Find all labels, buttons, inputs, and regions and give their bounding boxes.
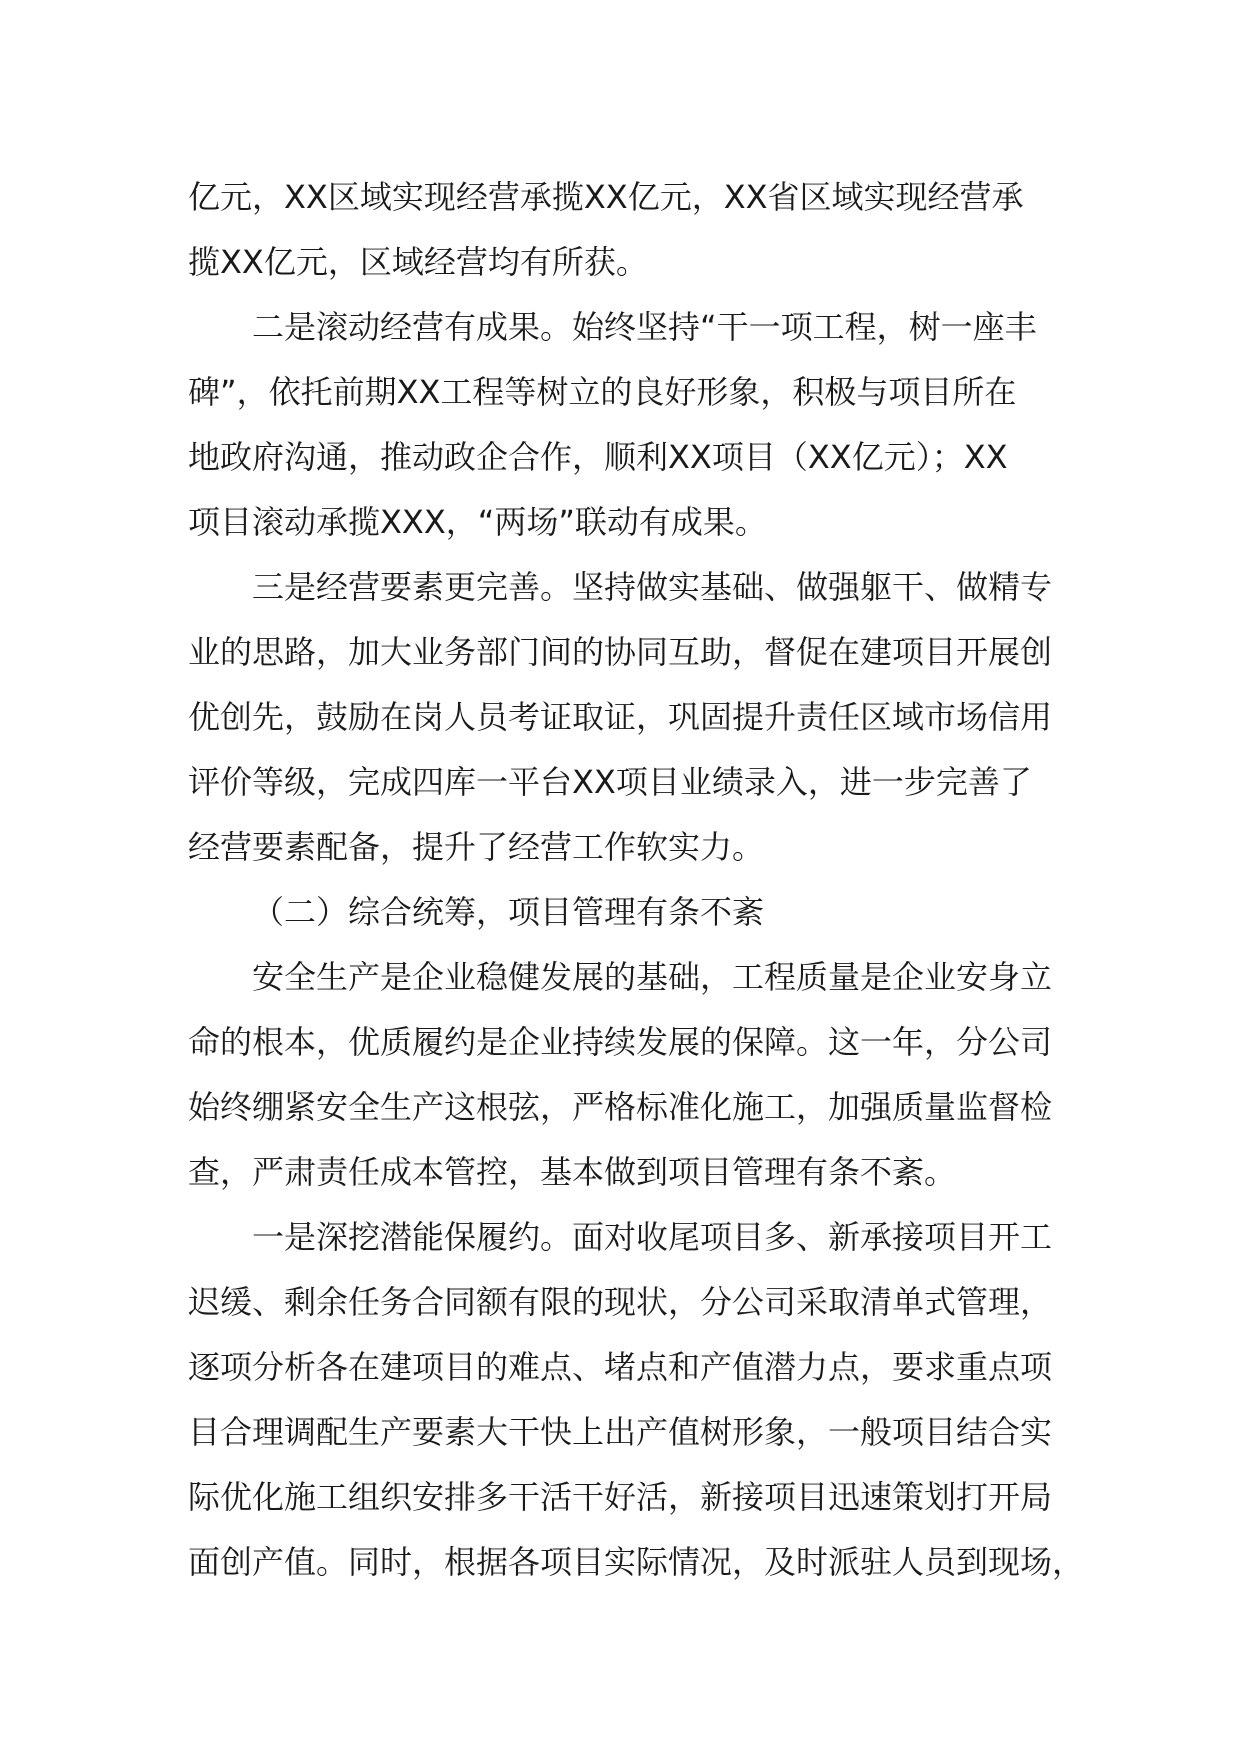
- document-body: [188, 165, 1085, 1595]
- text-line: 面创产值。同时，根据各项目实际情况，及时派驻人员到现场，: [188, 1543, 1085, 1581]
- text-line: 始终绷紧安全生产这根弦，严格标准化施工，加强质量监督检: [188, 1088, 1053, 1126]
- section-heading: （二）综合统筹，项目管理有条不紊: [252, 893, 765, 931]
- text-line: 评价等级，完成四库一平台XX项目业绩录入，进一步完善了: [188, 763, 1032, 801]
- text-line: 经营要素配备，提升了经营工作软实力。: [188, 828, 765, 866]
- text-line: 逐项分析各在建项目的难点、堵点和产值潜力点，要求重点项: [188, 1348, 1053, 1386]
- text-line: 际优化施工组织安排多干活干好活，新接项目迅速策划打开局: [188, 1478, 1053, 1516]
- text-line: 命的根本，优质履约是企业持续发展的保障。这一年，分公司: [188, 1023, 1053, 1061]
- paragraph-start-line: 安全生产是企业稳健发展的基础，工程质量是企业安身立: [252, 958, 1053, 996]
- text-line: 揽XX亿元，区域经营均有所获。: [188, 243, 648, 281]
- text-line: 亿元，XX区域实现经营承揽XX亿元，XX省区域实现经营承: [188, 178, 1024, 216]
- text-line: 地政府沟通，推动政企合作，顺利XX项目（XX亿元）；XX: [188, 438, 1008, 476]
- text-line: 查，严肃责任成本管控，基本做到项目管理有条不紊。: [188, 1153, 957, 1191]
- text-line: 迟缓、剩余任务合同额有限的现状，分公司采取清单式管理，: [188, 1283, 1053, 1321]
- text-line: 碑”，依托前期XX工程等树立的良好形象，积极与项目所在: [188, 373, 1017, 411]
- text-line: 项目滚动承揽XXX，“两场”联动有成果。: [188, 503, 767, 541]
- text-line: 目合理调配生产要素大干快上出产值树形象，一般项目结合实: [188, 1413, 1053, 1451]
- text-line: 业的思路，加大业务部门间的协同互助，督促在建项目开展创: [188, 633, 1053, 671]
- paragraph-start-line: 一是深挖潜能保履约。面对收尾项目多、新承接项目开工: [252, 1218, 1053, 1256]
- text-line: 优创先，鼓励在岗人员考证取证，巩固提升责任区域市场信用: [188, 698, 1053, 736]
- paragraph-start-line: 二是滚动经营有成果。始终坚持“干一项工程，树一座丰: [252, 308, 1037, 346]
- paragraph-start-line: 三是经营要素更完善。坚持做实基础、做强躯干、做精专: [252, 568, 1053, 606]
